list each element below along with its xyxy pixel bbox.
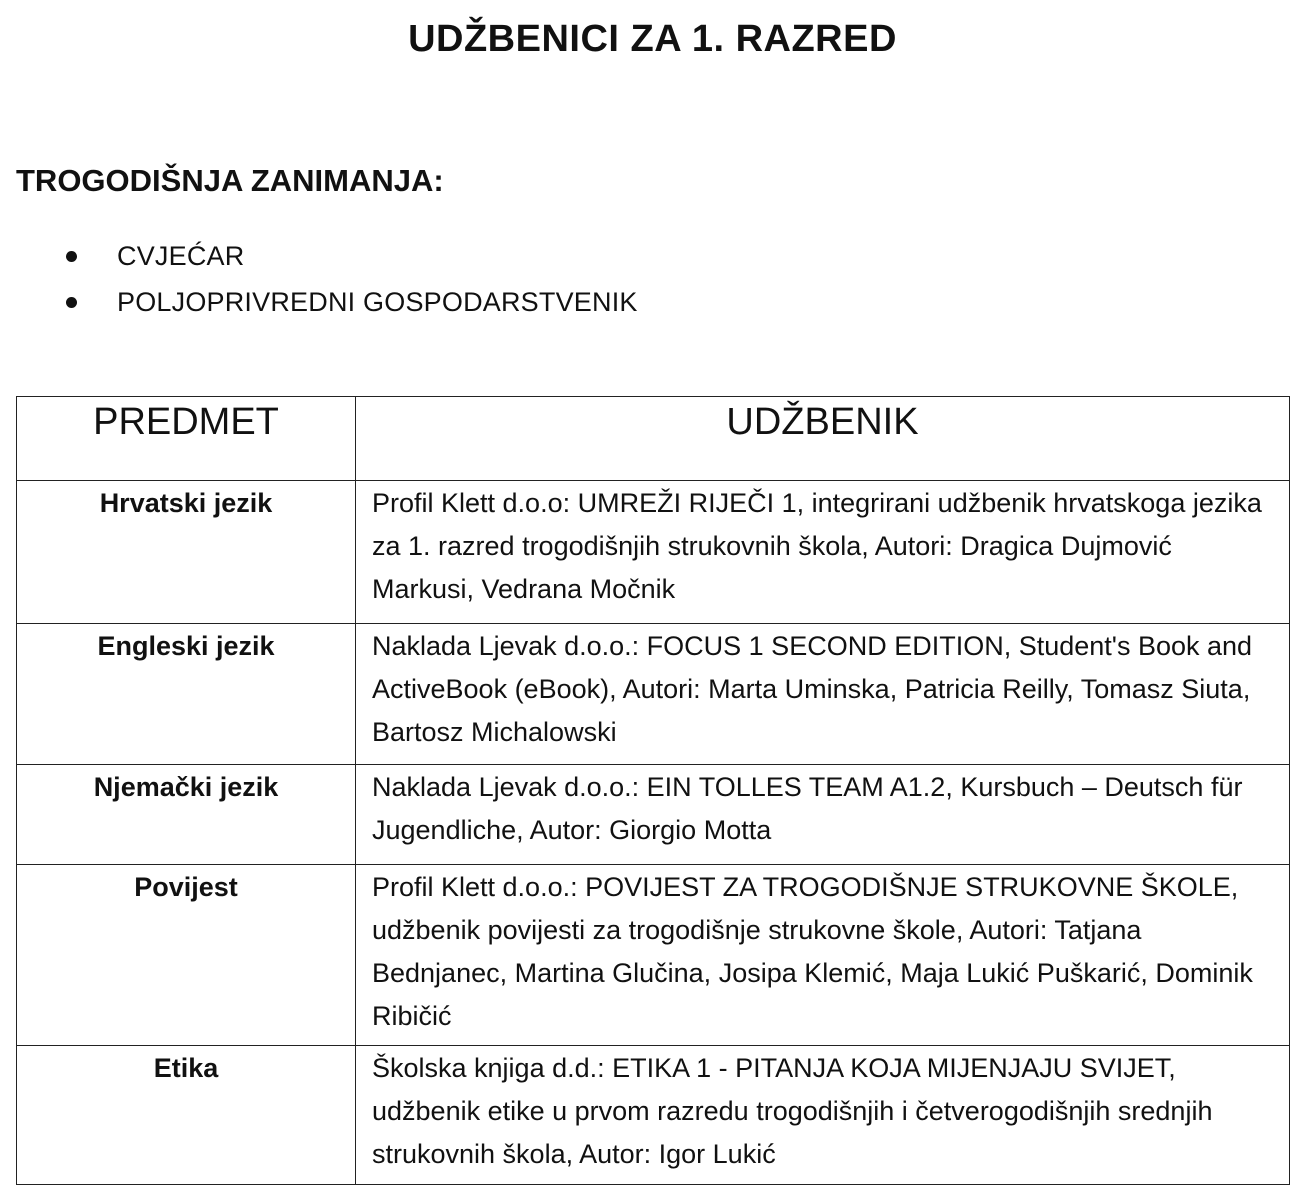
occupation-list bbox=[60, 236, 638, 328]
list-item bbox=[60, 282, 638, 328]
textbook-cell: Naklada Ljevak d.o.o.: EIN TOLLES TEAM A1.2, Kursbuch – Deutsch für Jugendliche, Autor: Giorgio Motta bbox=[356, 765, 1290, 865]
textbook-cell: Naklada Ljevak d.o.o.: FOCUS 1 SECOND EDITION, Student's Book and ActiveBook (eBook), Autori: Marta Uminska, Patricia Reilly, Tomasz Siuta, Bartosz Michalowski bbox=[356, 624, 1290, 765]
table-row bbox=[17, 481, 1290, 624]
table-row bbox=[17, 765, 1290, 865]
table-header-row bbox=[17, 397, 1290, 481]
bullet-icon bbox=[66, 297, 77, 308]
bullet-icon bbox=[66, 251, 77, 262]
subject-cell: Njemački jezik bbox=[17, 765, 356, 865]
textbook-cell: Profil Klett d.o.o: UMREŽI RIJEČI 1, integrirani udžbenik hrvatskoga jezika za 1. razred trogodišnjih strukovnih škola, Autori: Dragica Dujmović Markusi, Vedrana Močnik bbox=[356, 481, 1290, 624]
textbook-table bbox=[16, 396, 1290, 1185]
table-row bbox=[17, 1046, 1290, 1185]
list-item-label: POLJOPRIVREDNI GOSPODARSTVENIK bbox=[117, 287, 638, 317]
table-row bbox=[17, 624, 1290, 765]
list-item bbox=[60, 236, 638, 282]
table-row bbox=[17, 865, 1290, 1046]
subject-cell: Hrvatski jezik bbox=[17, 481, 356, 624]
subject-cell: Engleski jezik bbox=[17, 624, 356, 765]
subject-cell: Etika bbox=[17, 1046, 356, 1185]
textbook-cell: Školska knjiga d.d.: ETIKA 1 - PITANJA KOJA MIJENJAJU SVIJET, udžbenik etike u prvom razredu trogodišnjih i četverogodišnjih srednjih strukovnih škola, Autor: Igor Lukić bbox=[356, 1046, 1290, 1185]
subject-cell: Povijest bbox=[17, 865, 356, 1046]
textbook-cell: Profil Klett d.o.o.: POVIJEST ZA TROGODIŠNJE STRUKOVNE ŠKOLE, udžbenik povijesti za trogodišnje strukovne škole, Autori: Tatjana Bednjanec, Martina Glučina, Josipa Klemić, Maja Lukić Puškarić, Dominik Ribičić bbox=[356, 865, 1290, 1046]
column-header-subject: PREDMET bbox=[17, 397, 356, 481]
list-item-label: CVJEĆAR bbox=[117, 241, 245, 271]
page-title: UDŽBENICI ZA 1. RAZRED bbox=[408, 18, 897, 60]
section-heading: TROGODIŠNJA ZANIMANJA: bbox=[16, 163, 444, 198]
column-header-textbook: UDŽBENIK bbox=[356, 397, 1290, 481]
